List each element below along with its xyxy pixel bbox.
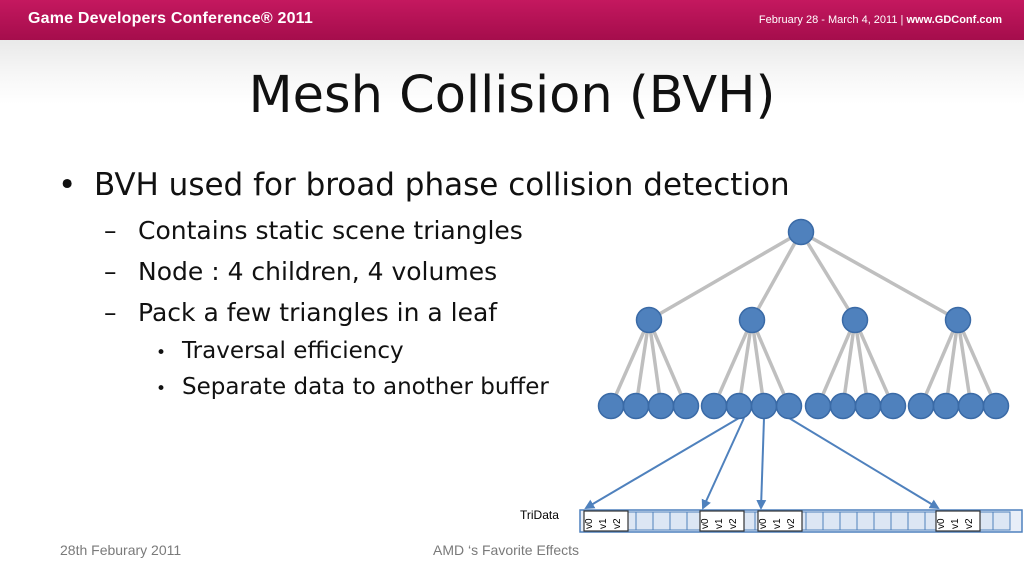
- leaf-node: [856, 394, 881, 419]
- leaf-node: [599, 394, 624, 419]
- conference-url: www.GDConf.com: [906, 14, 1002, 26]
- bullet-text: BVH used for broad phase collision detection: [94, 167, 790, 203]
- inner-node: [740, 308, 765, 333]
- leaf-node: [959, 394, 984, 419]
- vertex-label: v0: [584, 518, 595, 529]
- footer-title: AMD ‘s Favorite Effects: [433, 542, 580, 558]
- pointer-arrow: [761, 418, 764, 508]
- dash-marker: –: [104, 257, 117, 286]
- leaf-node: [674, 394, 699, 419]
- buffer-cell: [891, 512, 908, 530]
- pointer-arrow: [789, 418, 938, 508]
- buffer-cell: [993, 512, 1010, 530]
- buffer-cell: [636, 512, 653, 530]
- vertex-label: v1: [714, 518, 725, 529]
- leaf-node: [909, 394, 934, 419]
- tree-edge: [801, 232, 958, 320]
- sub-bullet-marker: •: [156, 343, 167, 363]
- tree-edges: [611, 232, 996, 406]
- dash-marker: –: [104, 298, 117, 327]
- vertex-label: v2: [786, 518, 797, 529]
- sub-item-3: Pack a few triangles in a leaf: [138, 298, 498, 327]
- vertex-label: v2: [964, 518, 975, 529]
- vertex-label: v0: [936, 518, 947, 529]
- bullet-marker: •: [58, 167, 77, 203]
- pointer-arrow: [586, 418, 739, 508]
- buffer-cell: [840, 512, 857, 530]
- root-node: [789, 220, 814, 245]
- vertex-label: v1: [772, 518, 783, 529]
- leaf-node: [624, 394, 649, 419]
- vertex-label: v1: [950, 518, 961, 529]
- tridata-label: TriData: [520, 508, 559, 522]
- vertex-label: v0: [758, 518, 769, 529]
- sub-sub-item-2: Separate data to another buffer: [182, 374, 549, 400]
- leaf-node: [649, 394, 674, 419]
- sub-sub-item-1: Traversal efficiency: [182, 338, 404, 364]
- leaf-node: [881, 394, 906, 419]
- inner-node: [637, 308, 662, 333]
- leaf-node: [777, 394, 802, 419]
- buffer-cell: [670, 512, 687, 530]
- leaf-node: [831, 394, 856, 419]
- buffer-cell: [806, 512, 823, 530]
- leaf-node: [984, 394, 1009, 419]
- dates-separator: |: [900, 14, 904, 26]
- leaf-to-buffer-arrows: [586, 418, 938, 508]
- buffer-cell: [653, 512, 670, 530]
- vertex-label: v2: [612, 518, 623, 529]
- sub-item-1: Contains static scene triangles: [138, 216, 523, 245]
- leaf-node: [702, 394, 727, 419]
- inner-node: [946, 308, 971, 333]
- dash-marker: –: [104, 216, 117, 245]
- leaf-node: [727, 394, 752, 419]
- vertex-label: v0: [700, 518, 711, 529]
- sub-bullet-marker: •: [156, 379, 167, 399]
- footer-date: 28th Feburary 2011: [60, 542, 182, 558]
- buffer-cell: [908, 512, 925, 530]
- vertex-label: v1: [598, 518, 609, 529]
- inner-node: [843, 308, 868, 333]
- leaf-node: [934, 394, 959, 419]
- sub-item-2: Node : 4 children, 4 volumes: [138, 257, 498, 286]
- tridata-buffer: [580, 510, 1022, 532]
- slide-title: Mesh Collision (BVH): [248, 66, 776, 125]
- vertex-label: v2: [728, 518, 739, 529]
- leaf-node: [806, 394, 831, 419]
- conference-dates: February 28 - March 4, 2011: [758, 14, 898, 26]
- buffer-cell: [857, 512, 874, 530]
- leaf-node: [752, 394, 777, 419]
- buffer-cell: [823, 512, 840, 530]
- buffer-cell: [874, 512, 891, 530]
- pointer-arrow: [703, 418, 744, 508]
- conference-name: Game Developers Conference® 2011: [28, 10, 313, 27]
